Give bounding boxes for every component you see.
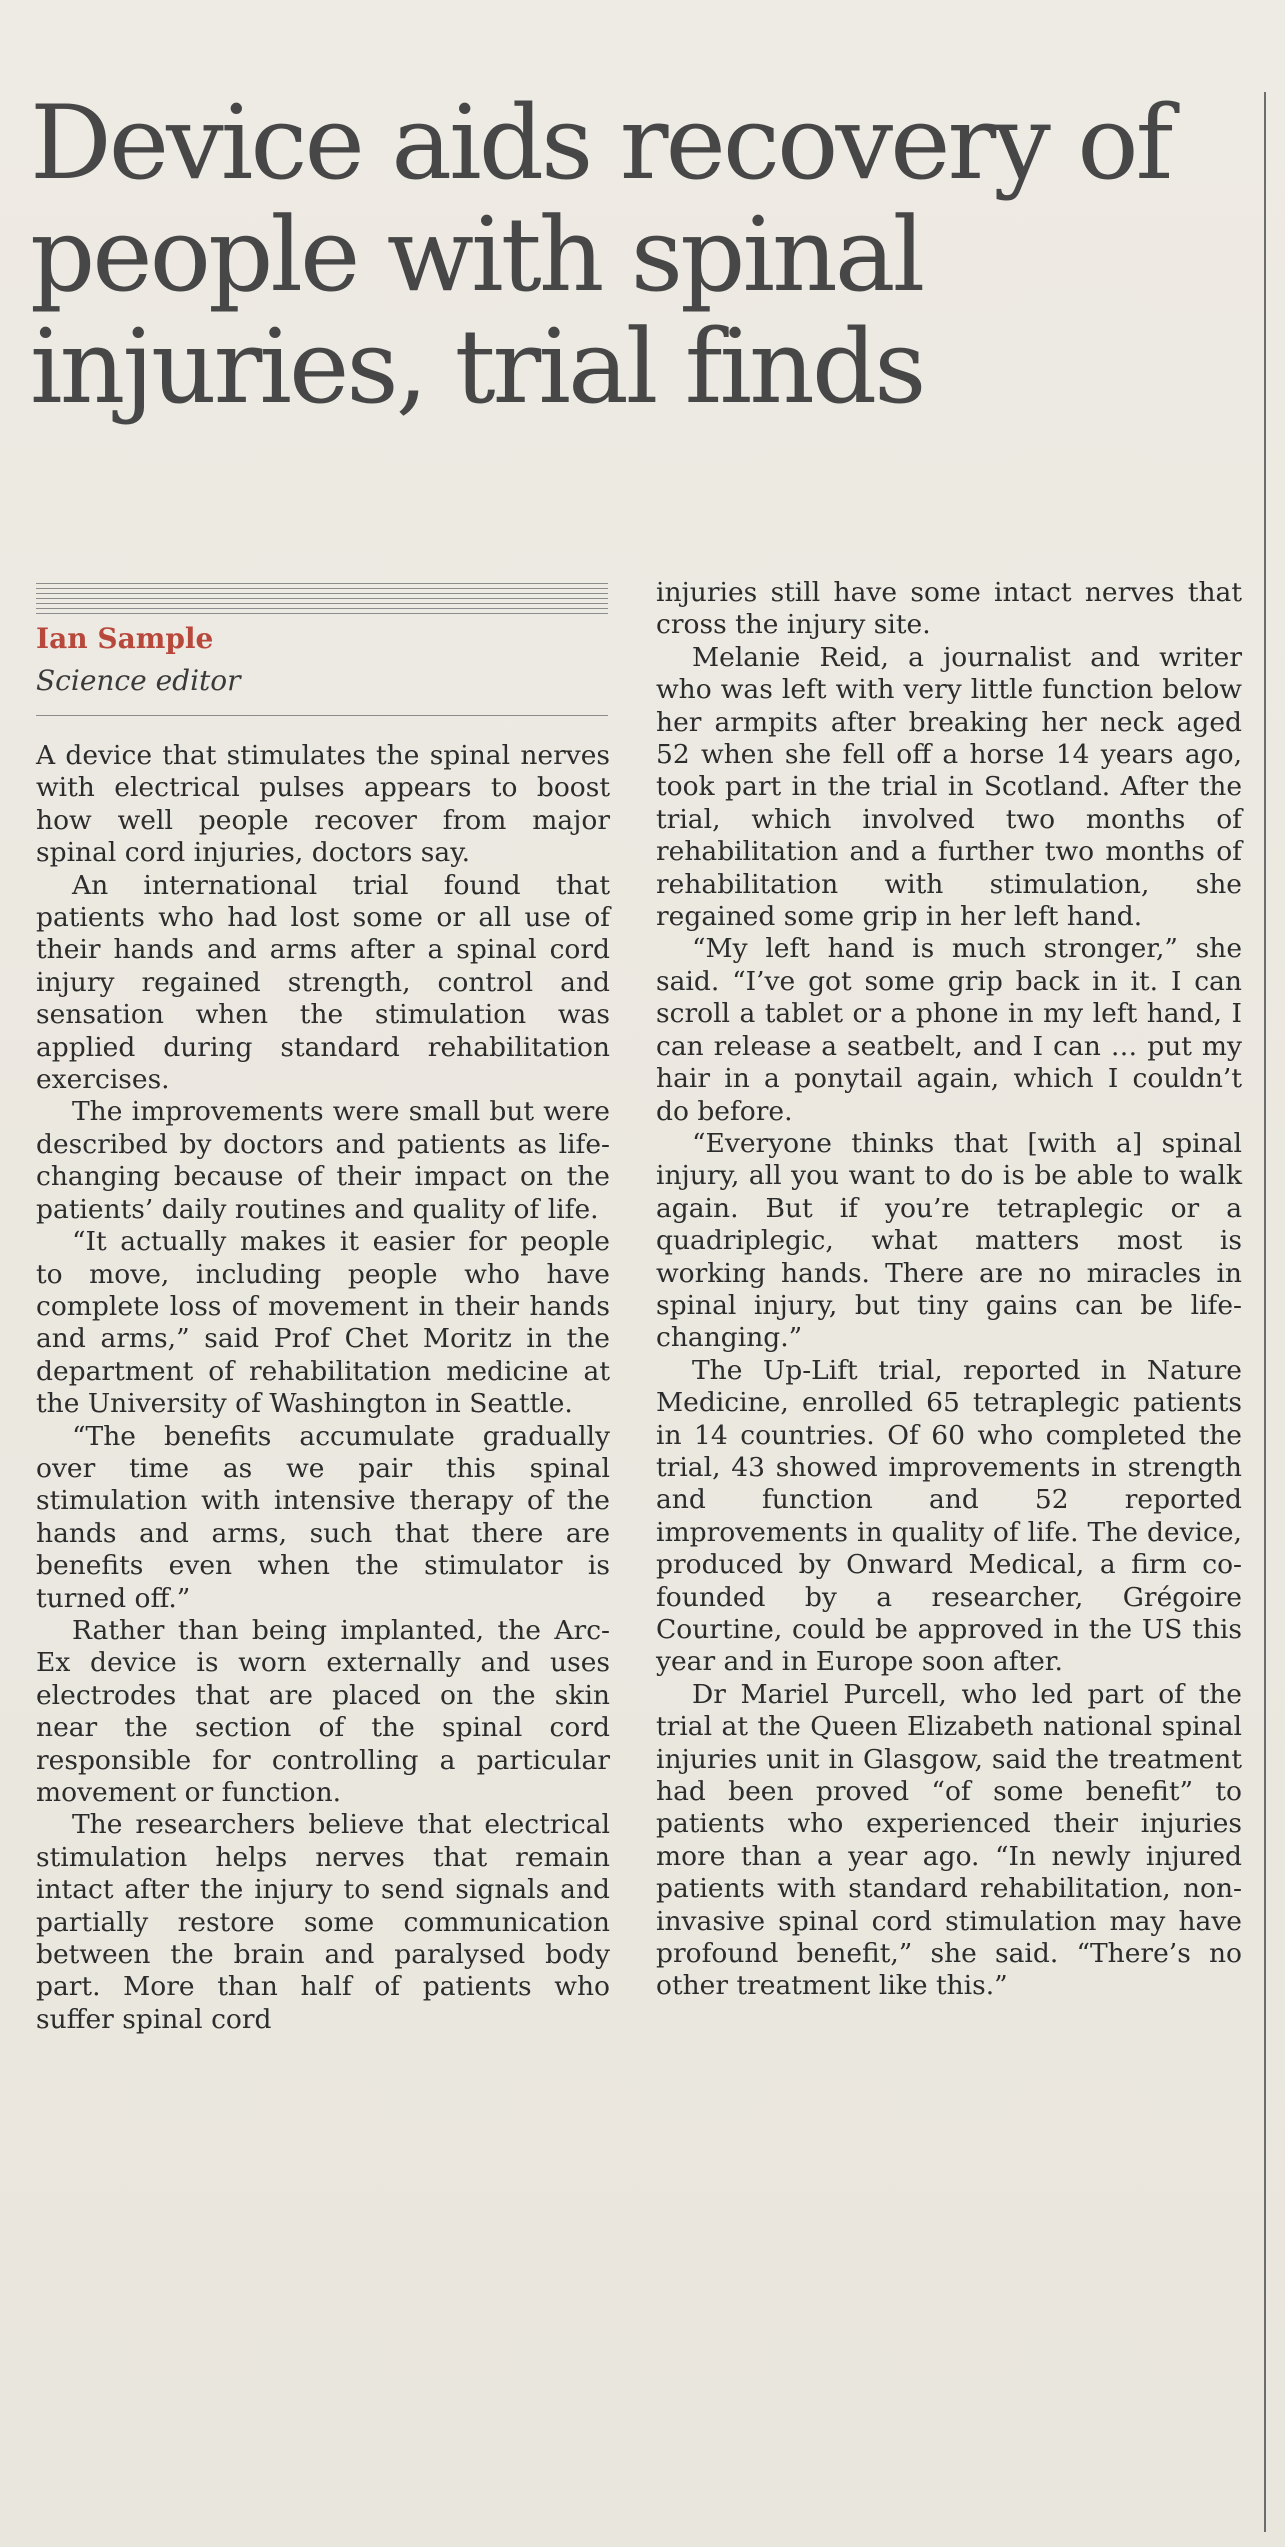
paragraph: The improvements were small but were described by doctors and patients as life-changing because of their impact on the patients’ daily routines and quality of life. [36,1096,610,1225]
byline-rules [36,583,608,615]
paragraph: An international trial found that patients who had lost some or all use of their hands and arms after a spinal cord injury regained strength, control and sensation when the stimulation was applied during standard rehabilitation exercises. [36,869,610,1096]
byline-author: Ian Sample [36,622,214,655]
byline-divider [36,715,608,716]
paragraph: Melanie Reid, a journalist and writer who was left with very little function below her armpits after breaking her neck aged 52 when she fell off a horse 14 years ago, took part in the trial in Scotland. After the trial, which involved two months of rehabilitation and a further two months of rehabilitation with stimulation, she regained some grip in her left hand. [656,641,1242,933]
paragraph: Rather than being implanted, the Arc-Ex device is worn externally and uses electrodes that are placed on the skin near the section of the spinal cord responsible for controlling a particular movement or function. [36,1614,610,1808]
column-divider-rule [1264,92,1266,2532]
article-column-1 [36,740,610,2036]
byline-role: Science editor [36,664,241,697]
paragraph: The Up-Lift trial, reported in Nature Medicine, enrolled 65 tetraplegic patients in 14 countries. Of 60 who completed the trial, 43 showed improvements in strength and function and 52 reported improvements in quality of life. The device, produced by Onward Medical, a firm co-founded by a researcher, Grégoire Courtine, could be approved in the US this year and in Europe soon after. [656,1354,1242,1678]
paragraph: “Everyone thinks that [with a] spinal injury, all you want to do is be able to walk again. But if you’re tetraplegic or a quadriplegic, what matters most is working hands. There are no miracles in spinal injury, but tiny gains can be life-changing.” [656,1127,1242,1354]
article-column-2 [656,577,1242,2003]
paragraph: “The benefits accumulate gradually over time as we pair this spinal stimulation with intensive therapy of the hands and arms, such that there are benefits even when the stimulator is turned off.” [36,1420,610,1614]
paragraph: The researchers believe that electrical stimulation helps nerves that remain intact after the injury to send signals and partially restore some communication between the brain and paralysed body part. More than half of patients who suffer spinal cord [36,1809,610,2035]
headline: Device aids recovery of people with spinal injuries, trial finds [30,84,1171,427]
paragraph: injuries still have some intact nerves that cross the injury site. [656,577,1242,641]
paragraph: A device that stimulates the spinal nerves with electrical pulses appears to boost how well people recover from major spinal cord injuries, doctors say. [36,740,610,869]
paragraph: “My left hand is much stronger,” she said. “I’ve got some grip back in it. I can scroll a tablet or a phone in my left hand, I can release a seatbelt, and I can … put my hair in a ponytail again, which I couldn’t do before. [656,933,1242,1127]
paragraph: “It actually makes it easier for people to move, including people who have complete loss of movement in their hands and arms,” said Prof Chet Moritz in the department of rehabilitation medicine at the University of Washington in Seattle. [36,1226,610,1420]
paragraph: Dr Mariel Purcell, who led part of the trial at the Queen Elizabeth national spinal injuries unit in Glasgow, said the treatment had been proved “of some benefit” to patients who experienced their injuries more than a year ago. “In newly injured patients with standard rehabilitation, non-invasive spinal cord stimulation may have profound benefit,” she said. “There’s no other treatment like this.” [656,1678,1242,2002]
